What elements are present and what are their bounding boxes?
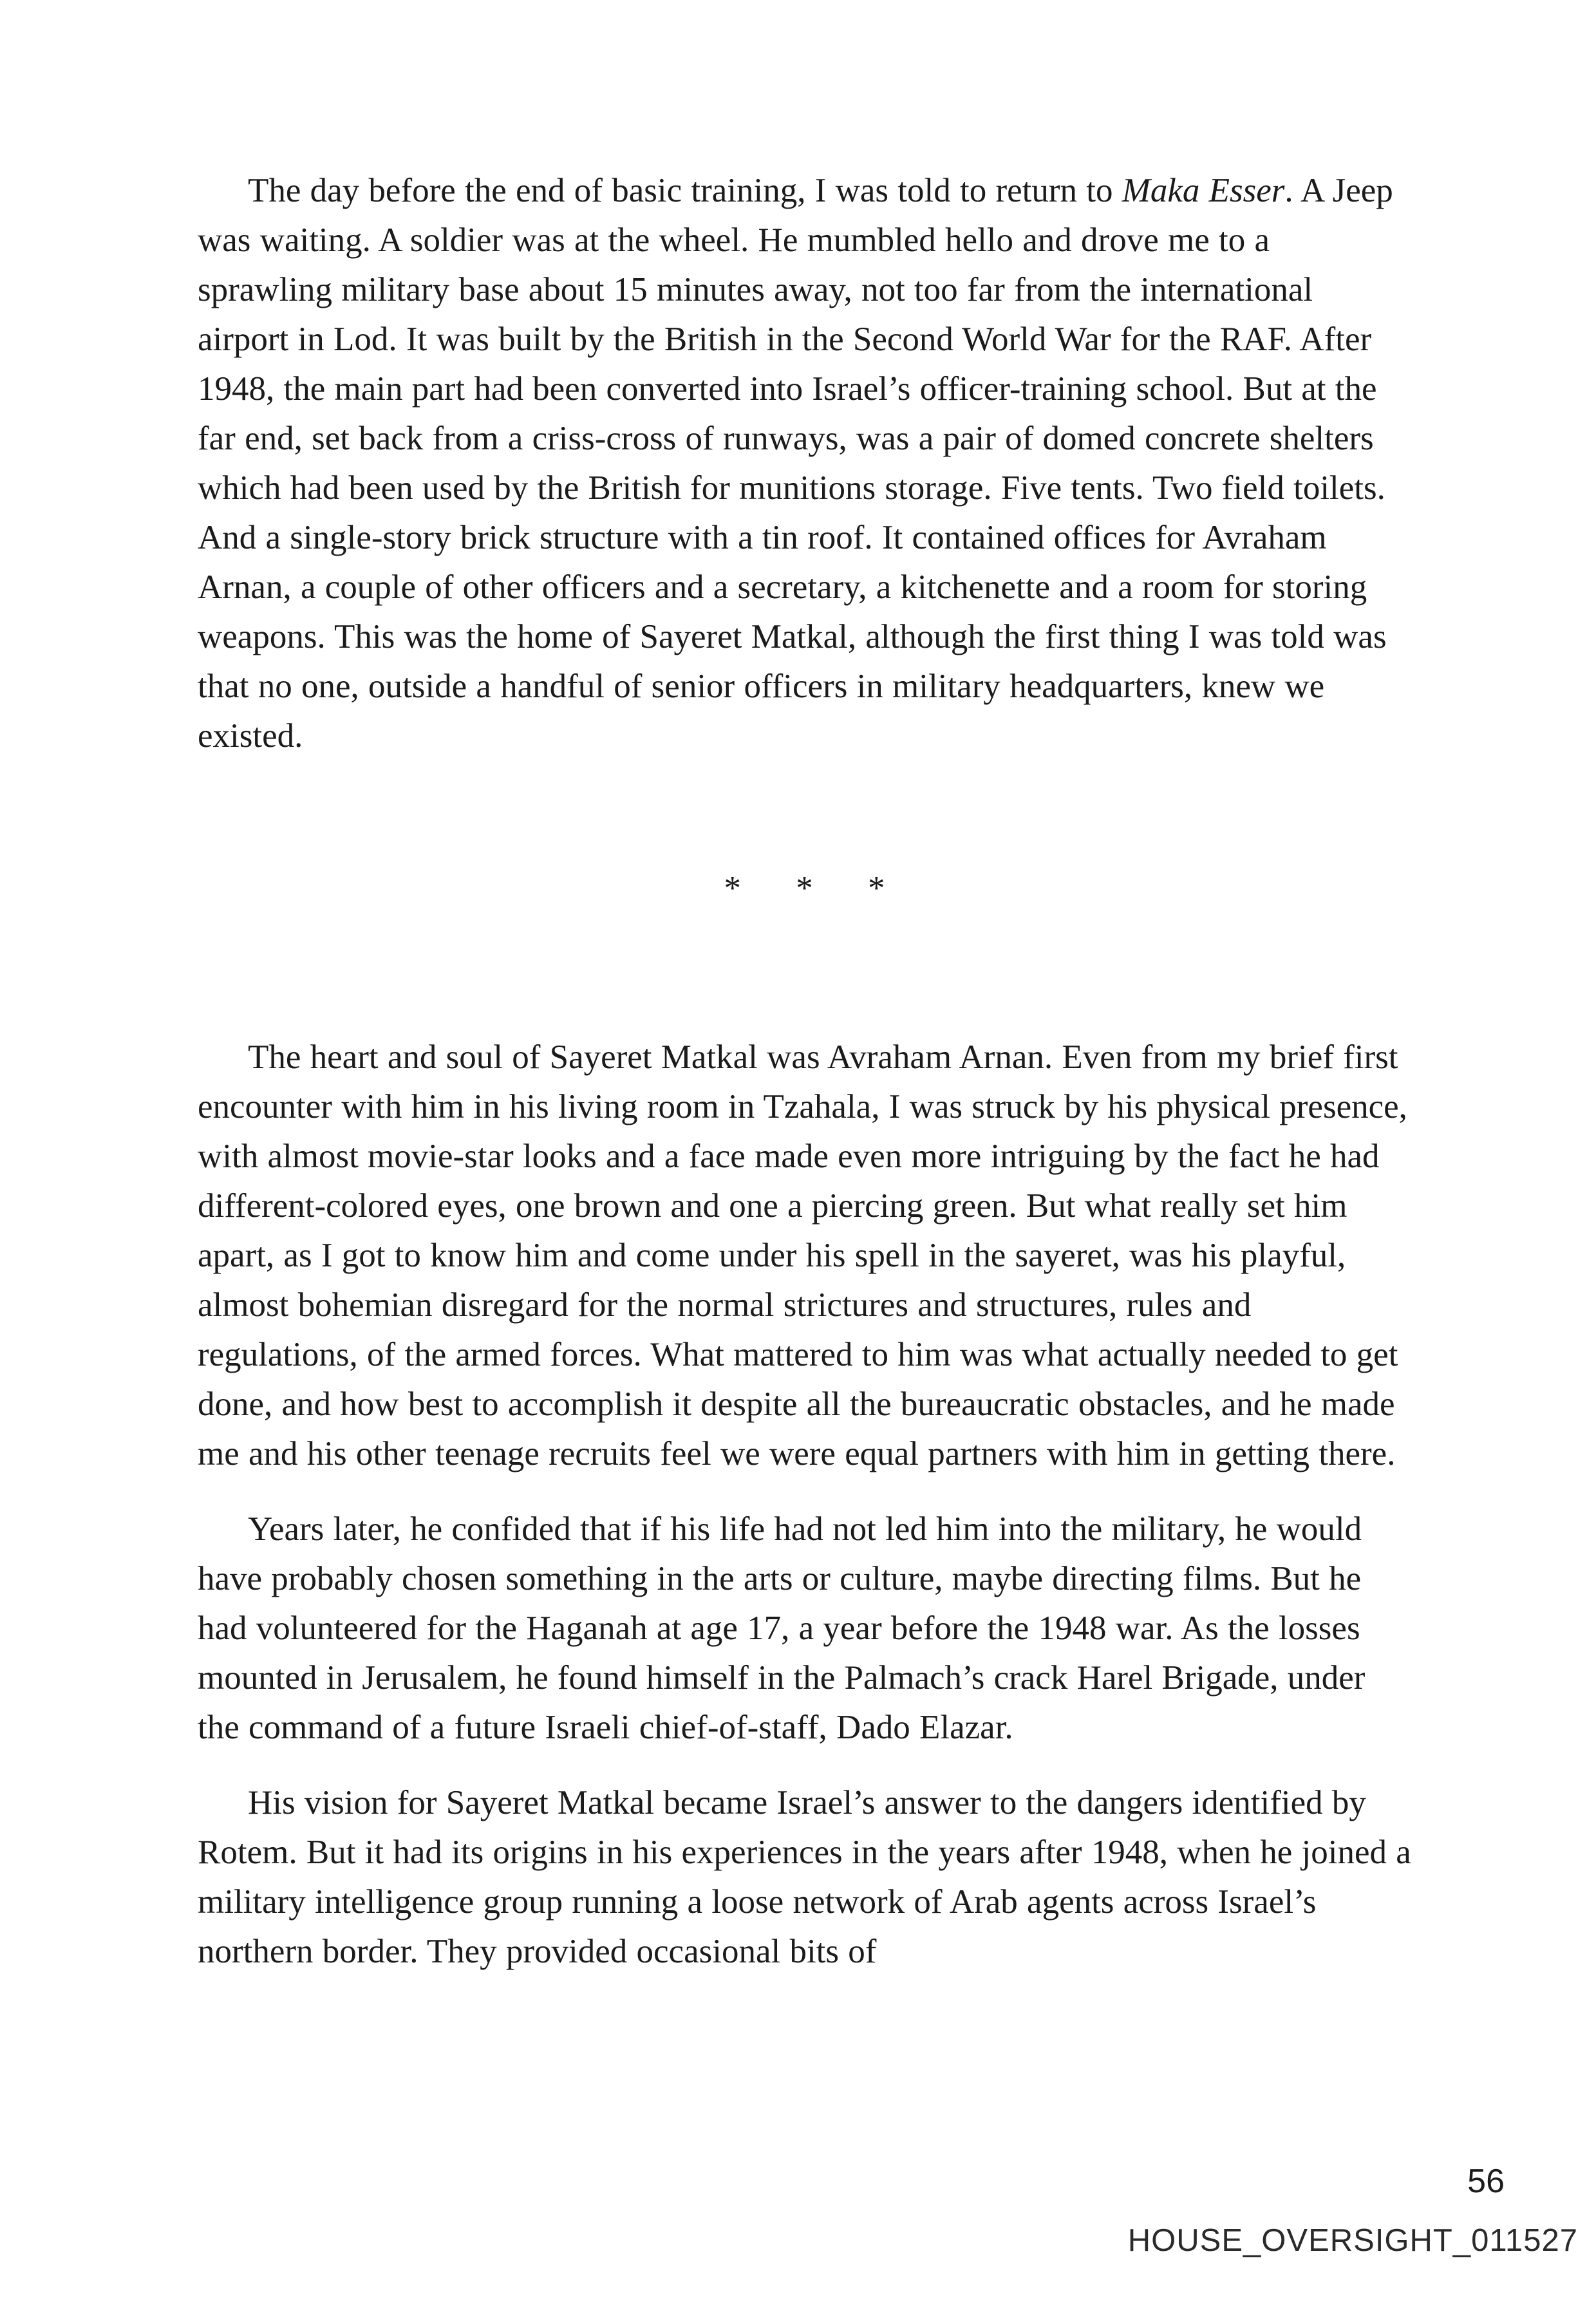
bates-stamp: HOUSE_OVERSIGHT_011527: [1127, 2223, 1578, 2258]
paragraph-1: [198, 166, 1411, 761]
page-number: 56: [1467, 2163, 1505, 2200]
italic-place-name: Maka Esser: [1122, 172, 1285, 209]
paragraph-3: Years later, he confided that if his life had not led him into the military, he would have probably chosen something in the arts or culture, maybe directing films. But he had volunteered for the Haganah at age 17, a year before the 1948 war. As the losses mounted in Jerusalem, he found himself in the Palmach’s crack Harel Brigade, under the command of a future Israeli chief-of-staff, Dado Elazar.: [198, 1510, 1366, 1746]
paragraph-2: The heart and soul of Sayeret Matkal was Avraham Arnan. Even from my brief first encounter with him in his living room in Tzahala, I was struck by his physical presence, with almost movie-star looks and a face made even more intriguing by the fact he had different-colored eyes, one brown and one a piercing green. But what really set him apart, as I got to know him and come under his spell in the sayeret, was his playful, almost bohemian disregard for the normal strictures and structures, rules and regulations, of the armed forces. What mattered to him was what actually needed to get done, and how best to accomplish it despite all the bureaucratic obstacles, and he made me and his other teenage recruits feel we were equal partners with him in getting there.: [198, 1039, 1407, 1472]
paragraph-1-text-after-italic: . A Jeep was waiting. A soldier was at the wheel. He mumbled hello and drove me to a sprawling military base about 15 minutes away, not too far from the international airport in Lod. It was built by the British in the Second World War for the RAF. After 1948, the main part had been converted into Israel’s officer-training school. But at the far end, set back from a criss-cross of runways, was a pair of domed concrete shelters which had been used by the British for munitions storage. Five tents. Two field toilets. And a single-story brick structure with a tin roof. It contained offices for Avraham Arnan, a couple of other officers and a secretary, a kitchenette and a room for storing weapons. This was the home of Sayeret Matkal, although the first thing I was told was that no one, outside a handful of senior officers in military headquarters, knew we existed.: [198, 172, 1393, 755]
paragraph-1-text-before-italic: The day before the end of basic training, I was told to return to: [248, 172, 1122, 209]
section-break-asterisks: * * *: [724, 870, 885, 907]
text-block: [198, 166, 1411, 2002]
paragraph-4: His vision for Sayeret Matkal became Israel’s answer to the dangers identified by Rotem. But it had its origins in his experiences in the years after 1948, when he joined a military intelligence group running a loose network of Arab agents across Israel’s northern border. They provided occasional bits of: [198, 1784, 1411, 1970]
